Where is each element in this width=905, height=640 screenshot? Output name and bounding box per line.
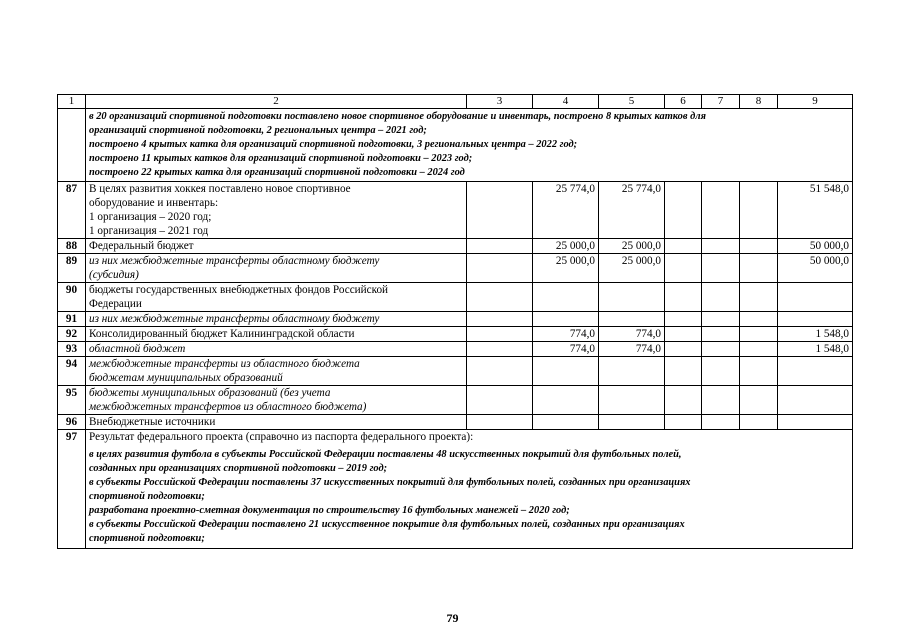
cell-col5: [599, 386, 665, 415]
cell-col9: [778, 386, 853, 415]
description-line: бюджеты государственных внебюджетных фондов Российской: [89, 284, 389, 296]
cell-col4: 25 000,0: [533, 254, 599, 283]
row-description: [86, 357, 467, 386]
cell-col4: 774,0: [533, 342, 599, 357]
cell-col3: [467, 239, 533, 254]
row-description: [86, 182, 467, 239]
cell-col6: [665, 182, 702, 239]
cell-col9: [778, 312, 853, 327]
result-line: построено 4 крытых катка для организаций спортивной подготовки, 3 региональных центра – 2022 год;: [89, 139, 578, 150]
cell-col5: 774,0: [599, 327, 665, 342]
column-header: 1: [58, 95, 86, 109]
cell-col6: [665, 327, 702, 342]
page-number: 79: [446, 611, 459, 625]
cell-col4: 774,0: [533, 327, 599, 342]
cell-col3: [467, 254, 533, 283]
row-description: [86, 415, 467, 430]
column-header: 7: [702, 95, 740, 109]
cell-col6: [665, 357, 702, 386]
cell-col5: [599, 283, 665, 312]
description-line: бюджетам муниципальных образований: [89, 372, 283, 384]
description-line: Внебюджетные источники: [89, 416, 216, 428]
result-row: [58, 430, 853, 549]
row-number: 97: [58, 430, 86, 549]
result-line: разработана проектно-сметная документация по строительству 16 футбольных манежей – 2020 год;: [89, 505, 570, 516]
cell-col3: [467, 342, 533, 357]
cell-col5: 25 000,0: [599, 254, 665, 283]
column-header: 6: [665, 95, 702, 109]
row-number: 91: [58, 312, 86, 327]
description-line: (субсидия): [89, 269, 139, 281]
cell-col9: [778, 415, 853, 430]
table-row: [58, 342, 853, 357]
row-description: [86, 254, 467, 283]
description-line: 1 организация – 2021 год: [89, 225, 209, 237]
column-header: 8: [740, 95, 778, 109]
description-line: Федерации: [89, 298, 142, 310]
cell-col5: [599, 312, 665, 327]
cell-col3: [467, 415, 533, 430]
row-number: 94: [58, 357, 86, 386]
result-line: организаций спортивной подготовки, 2 региональных центра – 2021 год;: [89, 125, 427, 136]
header-row: [58, 95, 853, 109]
cell-col6: [665, 312, 702, 327]
cell-col8: [740, 312, 778, 327]
table-row: [58, 415, 853, 430]
description-line: из них межбюджетные трансферты областному бюджету: [89, 313, 380, 325]
cell-col5: [599, 415, 665, 430]
cell-col9: 1 548,0: [778, 342, 853, 357]
row-description: [86, 327, 467, 342]
cell-col6: [665, 283, 702, 312]
cell-col9: 51 548,0: [778, 182, 853, 239]
cell-col7: [702, 312, 740, 327]
row-number-cell: [58, 109, 86, 182]
cell-col5: 25 774,0: [599, 182, 665, 239]
cell-col7: [702, 182, 740, 239]
cell-col8: [740, 415, 778, 430]
row-number: 92: [58, 327, 86, 342]
cell-col4: [533, 415, 599, 430]
table-row: [58, 182, 853, 239]
cell-col3: [467, 312, 533, 327]
row-number: 96: [58, 415, 86, 430]
result-text-cell: [86, 109, 853, 182]
result-line: созданных при организациях спортивной подготовки – 2019 год;: [89, 463, 388, 474]
cell-col8: [740, 386, 778, 415]
cell-col6: [665, 415, 702, 430]
cell-col8: [740, 182, 778, 239]
cell-col6: [665, 254, 702, 283]
cell-col4: 25 774,0: [533, 182, 599, 239]
cell-col9: [778, 357, 853, 386]
cell-col3: [467, 283, 533, 312]
row-number: 89: [58, 254, 86, 283]
budget-table: [57, 94, 853, 549]
result-line: в целях развития футбола в субъекты Российской Федерации поставлены 48 искусственных покрытий для футбольных полей,: [89, 449, 682, 460]
table-row: [58, 312, 853, 327]
description-line: межбюджетных трансфертов из областного бюджета): [89, 401, 367, 413]
column-header: 5: [599, 95, 665, 109]
description-line: Федеральный бюджет: [89, 240, 194, 252]
cell-col3: [467, 182, 533, 239]
cell-col6: [665, 342, 702, 357]
row-description: [86, 312, 467, 327]
cell-col7: [702, 327, 740, 342]
cell-col8: [740, 283, 778, 312]
cell-col7: [702, 386, 740, 415]
result-line: в 20 организаций спортивной подготовки поставлено новое спортивное оборудование и инвентарь, построено 8 крытых катков для: [89, 111, 706, 122]
description-line: оборудование и инвентарь:: [89, 197, 219, 209]
cell-col6: [665, 239, 702, 254]
cell-col7: [702, 357, 740, 386]
cell-col8: [740, 342, 778, 357]
cell-col9: 1 548,0: [778, 327, 853, 342]
cell-col8: [740, 327, 778, 342]
row-number: 88: [58, 239, 86, 254]
description-line: Консолидированный бюджет Калининградской области: [89, 328, 355, 340]
cell-col4: [533, 283, 599, 312]
description-line: бюджеты муниципальных образований (без учета: [89, 387, 331, 399]
table-row: [58, 239, 853, 254]
cell-col8: [740, 254, 778, 283]
cell-col7: [702, 283, 740, 312]
cell-col7: [702, 239, 740, 254]
cell-col6: [665, 386, 702, 415]
row-number: 95: [58, 386, 86, 415]
table-row: [58, 386, 853, 415]
result-line: построено 22 крытых катка для организаций спортивной подготовки – 2024 год: [89, 167, 465, 178]
cell-col8: [740, 357, 778, 386]
cell-col8: [740, 239, 778, 254]
cell-col3: [467, 386, 533, 415]
column-header: 9: [778, 95, 853, 109]
description-line: 1 организация – 2020 год;: [89, 211, 212, 223]
row-number: 87: [58, 182, 86, 239]
description-line: областной бюджет: [89, 343, 186, 355]
cell-col4: [533, 312, 599, 327]
column-header: 3: [467, 95, 533, 109]
row-description: [86, 386, 467, 415]
cell-col7: [702, 342, 740, 357]
cell-col9: 50 000,0: [778, 239, 853, 254]
cell-col7: [702, 415, 740, 430]
row-number: 90: [58, 283, 86, 312]
result-line: в субъекты Российской Федерации поставлены 37 искусственных покрытий для футбольных полей, созданных при организациях: [89, 477, 691, 488]
table-row: [58, 283, 853, 312]
cell-col4: 25 000,0: [533, 239, 599, 254]
row-description: [86, 283, 467, 312]
cell-col3: [467, 357, 533, 386]
column-header: 2: [86, 95, 467, 109]
result-title: Результат федерального проекта (справочно из паспорта федерального проекта):: [89, 431, 474, 443]
result-line: построено 11 крытых катков для организаций спортивной подготовки – 2023 год;: [89, 153, 473, 164]
description-line: В целях развития хоккея поставлено новое спортивное: [89, 183, 351, 195]
top-continuation-row: [58, 109, 853, 182]
cell-col9: 50 000,0: [778, 254, 853, 283]
cell-col5: 774,0: [599, 342, 665, 357]
result-line: спортивной подготовки;: [89, 533, 205, 544]
cell-col5: [599, 357, 665, 386]
row-description: [86, 342, 467, 357]
cell-col5: 25 000,0: [599, 239, 665, 254]
cell-col4: [533, 357, 599, 386]
table-row: [58, 254, 853, 283]
row-description: [86, 239, 467, 254]
result-line: спортивной подготовки;: [89, 491, 205, 502]
row-number: 93: [58, 342, 86, 357]
cell-col4: [533, 386, 599, 415]
cell-col7: [702, 254, 740, 283]
cell-col3: [467, 327, 533, 342]
table-row: [58, 327, 853, 342]
cell-col9: [778, 283, 853, 312]
result-line: в субъекты Российской Федерации поставлено 21 искусственное покрытие для футбольных полей, созданных при организациях: [89, 519, 685, 530]
result-text-cell: [86, 430, 853, 549]
description-line: межбюджетные трансферты из областного бюджета: [89, 358, 360, 370]
table-row: [58, 357, 853, 386]
column-header: 4: [533, 95, 599, 109]
description-line: из них межбюджетные трансферты областному бюджету: [89, 255, 380, 267]
